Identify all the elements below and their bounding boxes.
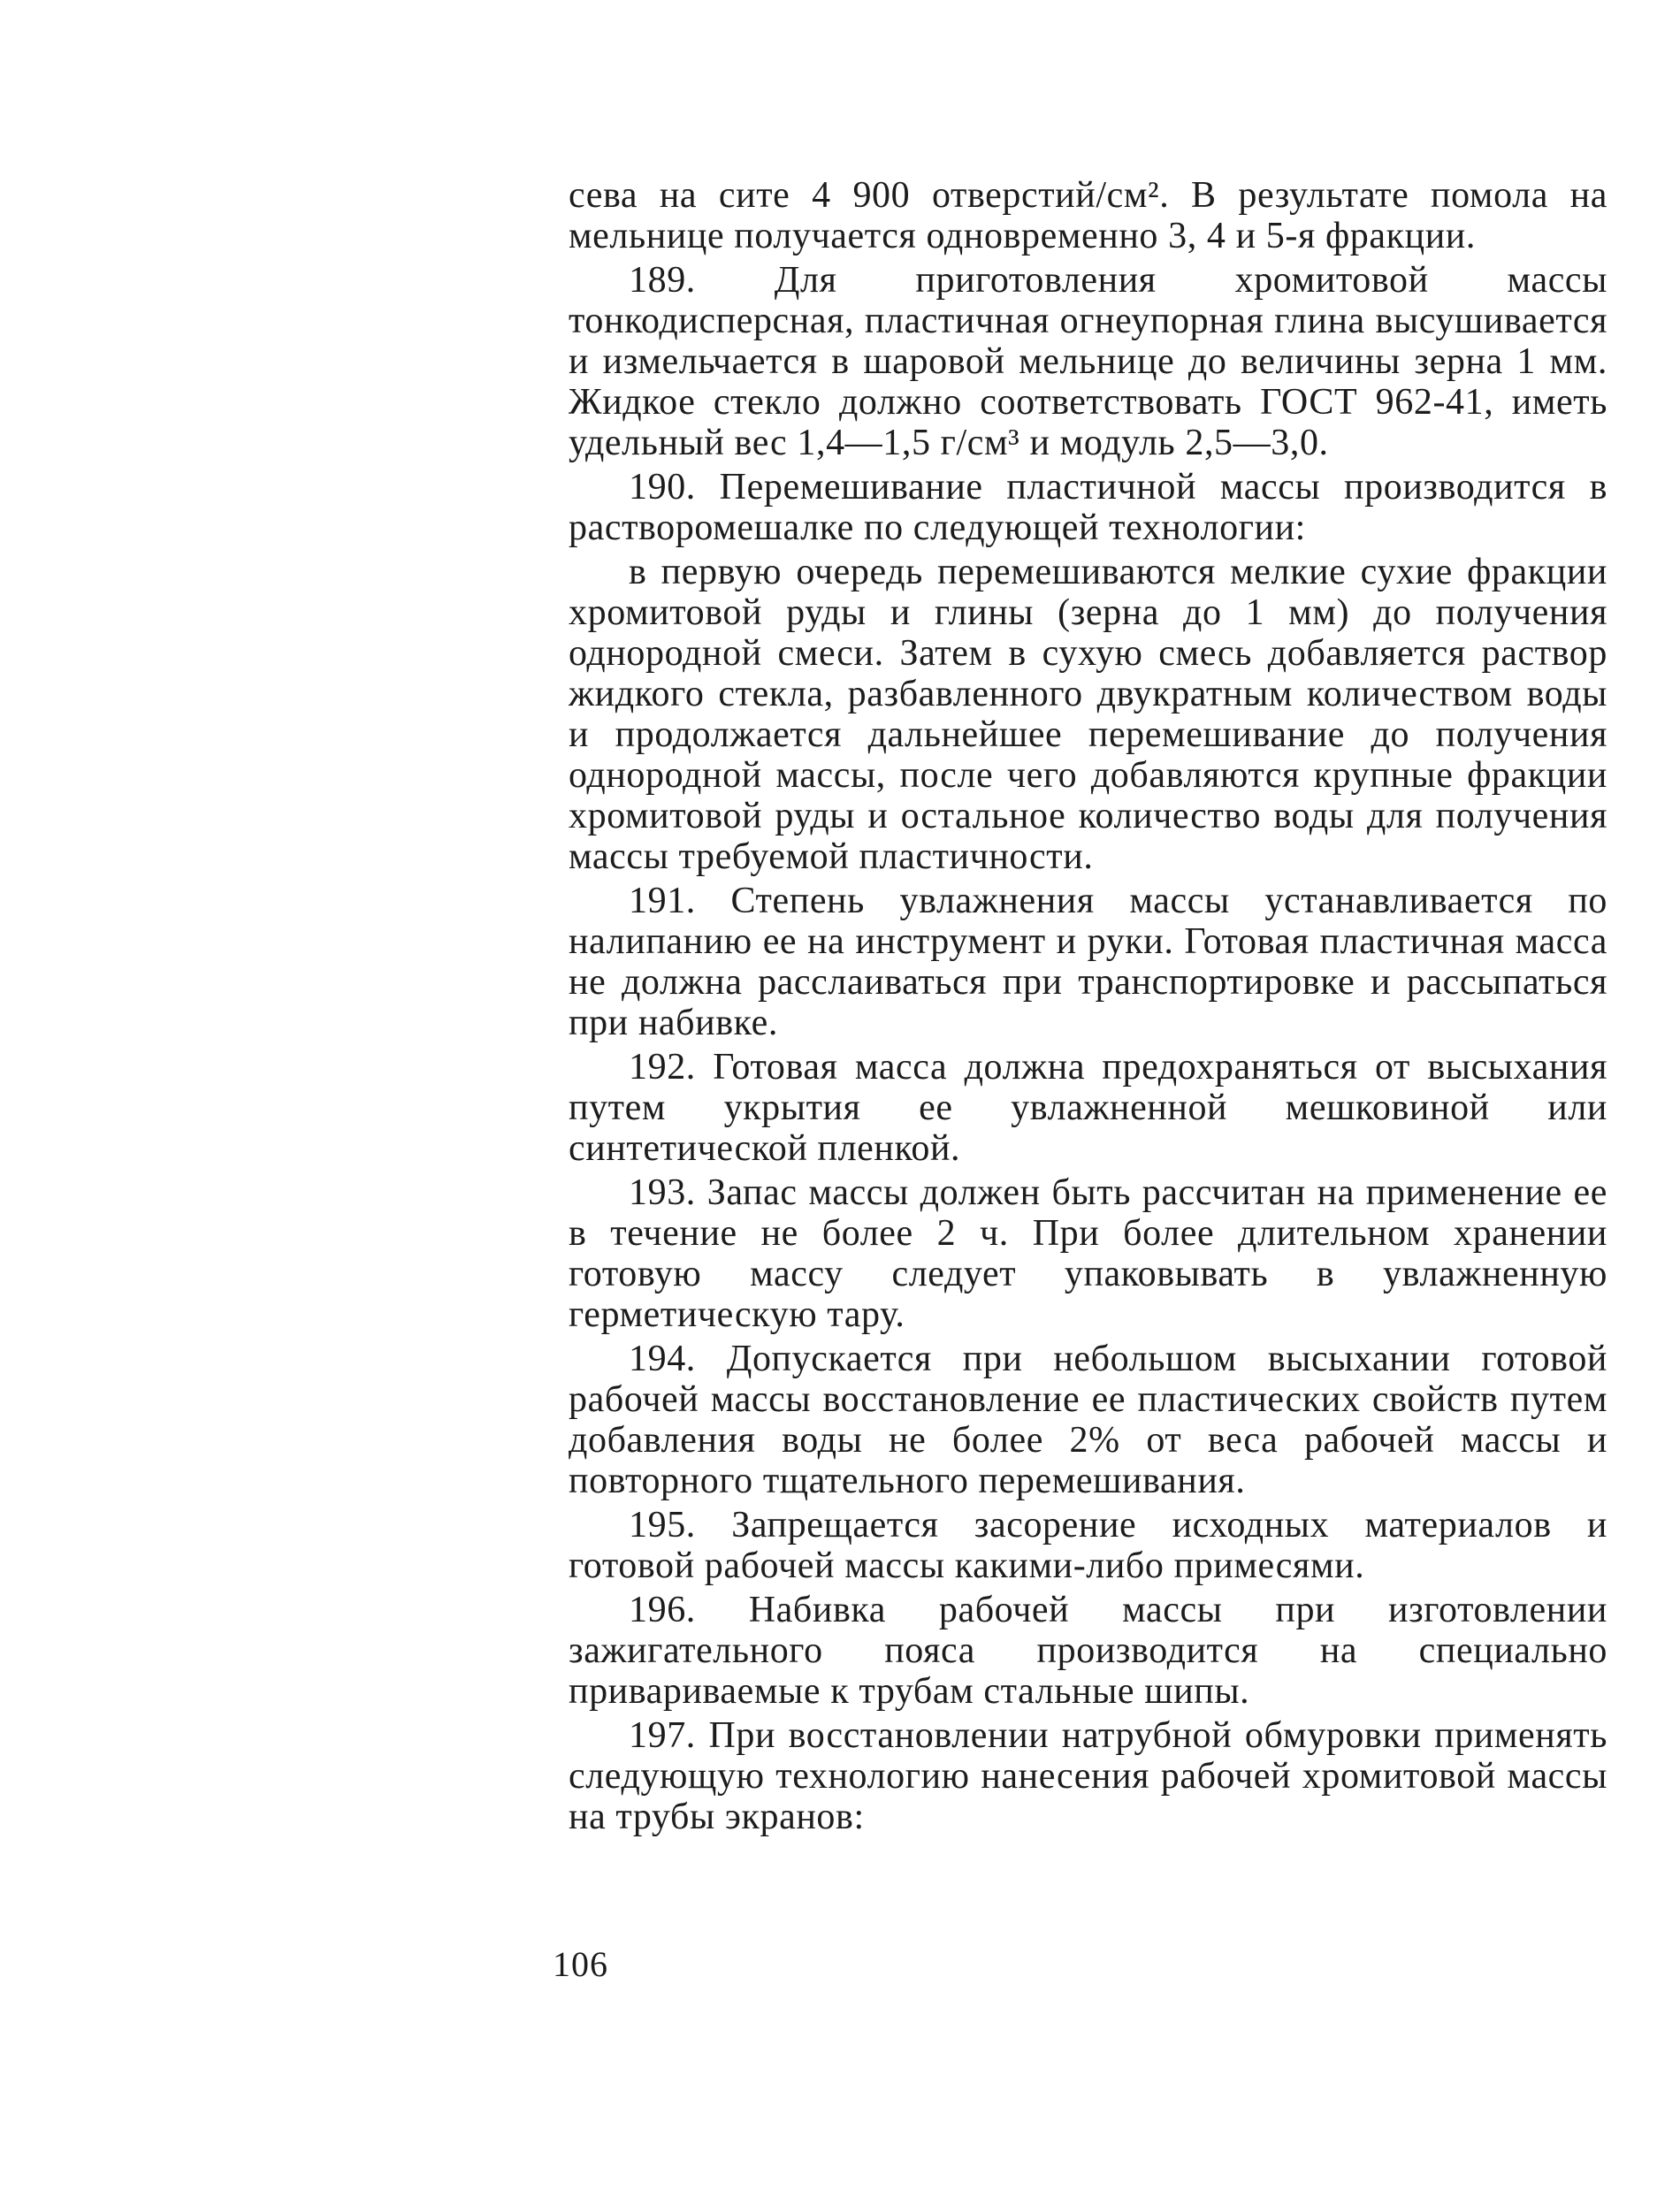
- paragraph-196: 196. Набивка рабочей массы при изготовлении зажигательного пояса производится на специально привариваемые к трубам стальные шипы.: [569, 1590, 1607, 1712]
- paragraph-191: 191. Степень увлажнения массы устанавливается по налипанию ее на инструмент и руки. Готовая пластичная масса не должна расслаиваться при транспортировке и рассыпаться при набивке.: [569, 881, 1607, 1043]
- paragraph-193: 193. Запас массы должен быть рассчитан на применение ее в течение не более 2 ч. При более длительном хранении готовую массу следует упаковывать в увлажненную герметическую тару.: [569, 1172, 1607, 1335]
- paragraph-195: 195. Запрещается засорение исходных материалов и готовой рабочей массы какими-либо примесями.: [569, 1505, 1607, 1586]
- document-body: [569, 175, 1607, 1837]
- paragraph-190: 190. Перемешивание пластичной массы производится в растворомешалке по следующей технологии:: [569, 467, 1607, 548]
- paragraph-197: 197. При восстановлении натрубной обмуровки применять следующую технологию нанесения рабочей хромитовой массы на трубы экранов:: [569, 1715, 1607, 1837]
- paragraph-192: 192. Готовая масса должна предохраняться от высыхания путем укрытия ее увлажненной мешковиной или синтетической пленкой.: [569, 1047, 1607, 1169]
- paragraph-189: 189. Для приготовления хромитовой массы тонкодисперсная, пластичная огнеупорная глина высушивается и измельчается в шаровой мельнице до величины зерна 1 мм. Жидкое стекло должно соответствовать ГОСТ 962-41, иметь удельный вес 1,4—1,5 г/см³ и модуль 2,5—3,0.: [569, 260, 1607, 463]
- paragraph-194: 194. Допускается при небольшом высыхании готовой рабочей массы восстановление ее пластических свойств путем добавления воды не более 2% от веса рабочей массы и повторного тщательного перемешивания.: [569, 1339, 1607, 1501]
- page-number: 106: [553, 1944, 608, 1984]
- paragraph-190-continuation: в первую очередь перемешиваются мелкие сухие фракции хромитовой руды и глины (зерна до 1 мм) до получения однородной смеси. Затем в сухую смесь добавляется раствор жидкого стекла, разбавленного двукратным количеством воды и продолжается дальнейшее перемешивание до получения однородной массы, после чего добавляются крупные фракции хромитовой руды и остальное количество воды для получения массы требуемой пластичности.: [569, 552, 1607, 877]
- paragraph-continuation: сева на сите 4 900 отверстий/см². В результате помола на мельнице получается одновременно 3, 4 и 5-я фракции.: [569, 175, 1607, 256]
